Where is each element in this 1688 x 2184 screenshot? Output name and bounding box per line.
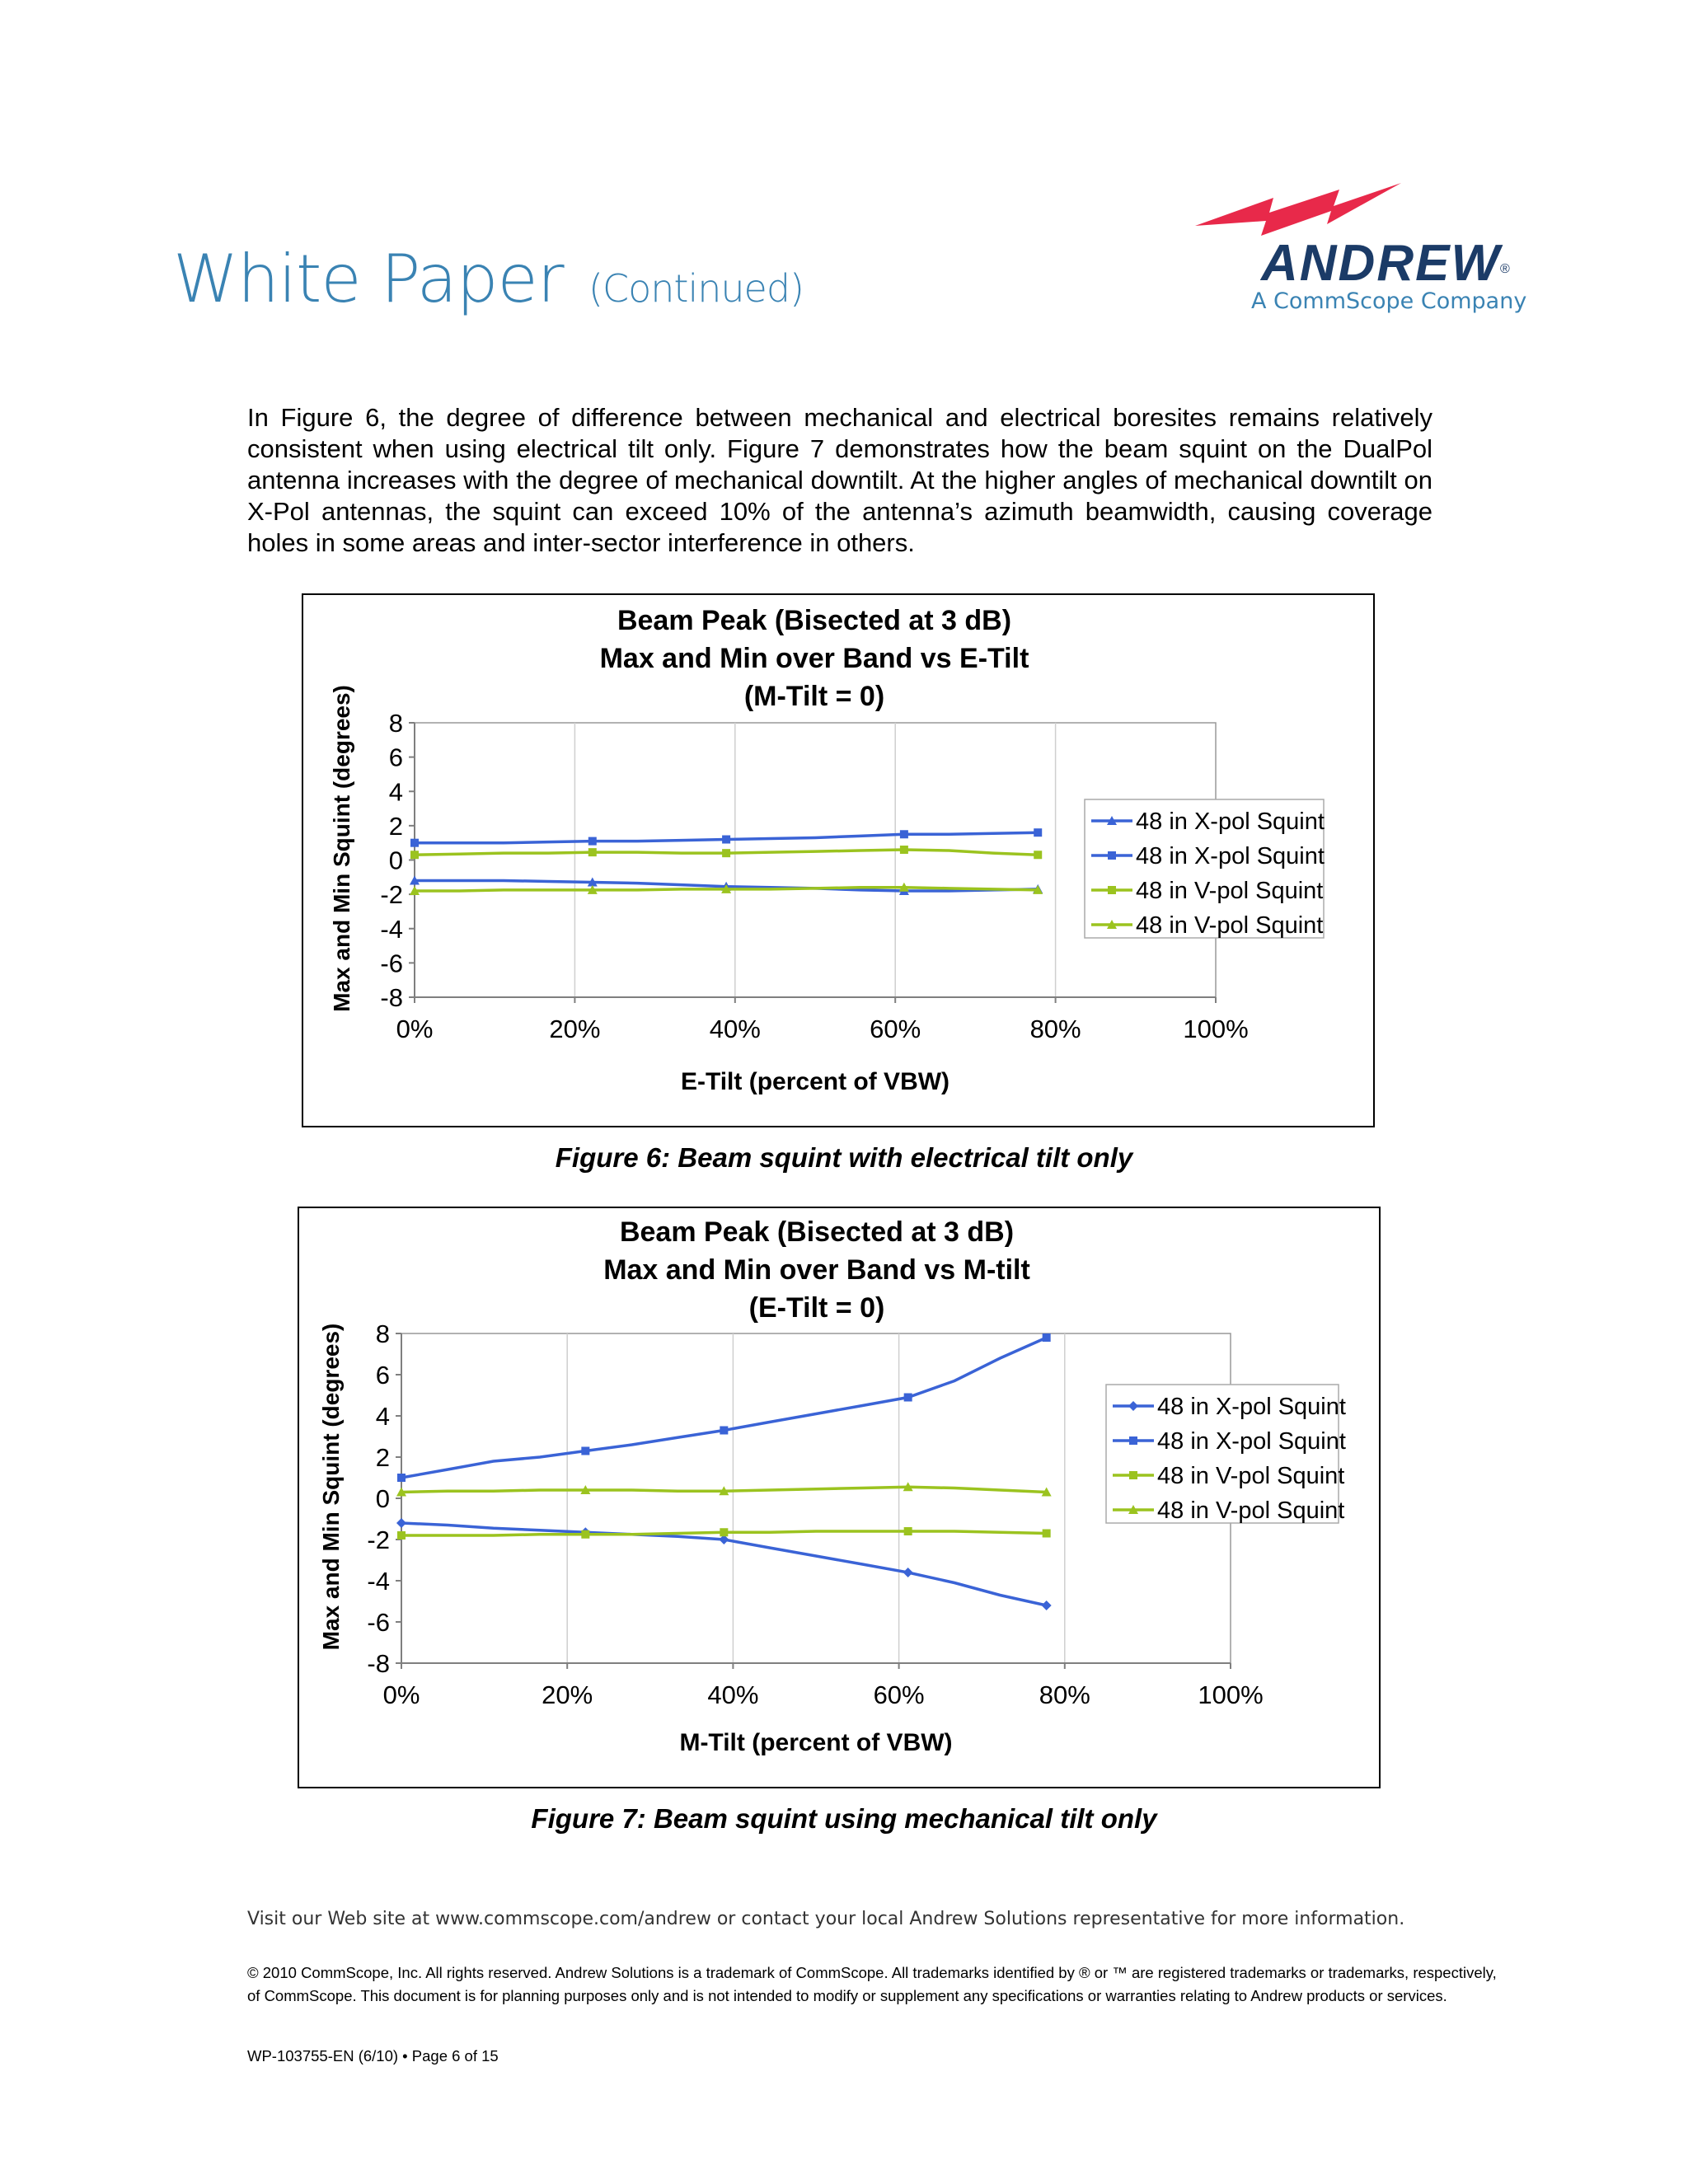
chart1-legend-label: 48 in X-pol Squint [1136,808,1325,835]
chart2-legend-label: 48 in X-pol Squint [1157,1428,1346,1455]
intro-paragraph: In Figure 6, the degree of difference between mechanical and electrical boresites remains relatively consistent when using electrical tilt only. Figure 7 demonstrates how the beam squint on the DualPol antenna increases with the degree of mechanical downtilt. At the higher angles of mechanical downtilt on X-Pol antennas, the squint can exceed 10% of the antenna’s azimuth beamwidth, causing coverage holes in some areas and inter-sector interference in others. [247,403,1432,557]
chart1-y-tick-label: -6 [380,949,403,978]
figure-6-caption: Figure 6: Beam squint with electrical tilt only [555,1142,1133,1173]
chart2-legend-marker [1129,1471,1137,1479]
chart1-y-tick-label: 0 [388,846,403,875]
header-title-main: White Paper [173,241,564,317]
lightning-bolt-icon [1195,183,1401,241]
chart-figure-7-svg [299,1208,1379,1787]
chart2-x-tick-label: 40% [707,1680,759,1709]
chart1-y-tick-label: -4 [380,914,403,944]
footer-document-id: WP-103755-EN (6/10) • Page 6 of 15 [247,2047,499,2064]
chart1-x-tick-label: 20% [549,1015,601,1043]
chart2-legend-label: 48 in V-pol Squint [1157,1463,1345,1489]
logo-registered-mark: ® [1500,262,1510,276]
chart2-y-tick-label: 4 [375,1402,390,1431]
chart2-y-tick-label: -8 [367,1649,390,1678]
chart2-legend [1106,1385,1346,1524]
chart2-data-point [397,1531,406,1540]
chart2-legend-label: 48 in X-pol Squint [1157,1394,1346,1420]
chart2-y-tick-label: 6 [375,1361,390,1390]
chart1-y-tick-label: 4 [388,777,403,807]
figure-7-caption: Figure 7: Beam squint using mechanical tilt only [531,1803,1157,1834]
chart2-legend-label: 48 in V-pol Squint [1157,1497,1345,1524]
chart1-y-tick-label: -8 [380,983,403,1012]
chart1-x-tick-label: 40% [709,1015,761,1043]
header-title [173,241,804,317]
chart2-x-axis-label: M-Tilt (percent of VBW) [679,1729,953,1756]
chart1-data-point [722,836,730,844]
chart-figure-6 [302,593,1375,1127]
chart1-y-tick-label: -2 [380,880,403,910]
chart2-y-axis-label: Max and Min Squint (degrees) [318,1323,344,1651]
chart2-data-point [1043,1530,1051,1538]
chart1-legend [1085,799,1325,939]
chart2-data-point [1043,1333,1051,1342]
logo-tagline: A CommScope Company [1251,288,1527,314]
chart2-y-tick-label: 2 [375,1443,390,1472]
chart2-legend-marker [1129,1436,1137,1445]
chart2-y-tick-label: -2 [367,1526,390,1554]
chart1-data-point [1034,828,1042,837]
chart2-x-tick-label: 80% [1039,1680,1090,1709]
chart1-legend-marker [1108,851,1116,860]
chart1-x-tick-label: 100% [1183,1015,1249,1043]
chart1-y-axis-label: Max and Min Squint (degrees) [329,685,354,1012]
chart1-legend-label: 48 in V-pol Squint [1136,912,1324,939]
header-title-suffix: (Continued) [588,266,804,311]
chart2-title-line: (E-Tilt = 0) [748,1292,885,1324]
chart1-y-tick-label: 6 [388,743,403,772]
chart1-legend-label: 48 in X-pol Squint [1136,843,1325,869]
chart1-x-tick-label: 80% [1029,1015,1081,1043]
chart2-x-tick-label: 20% [542,1680,593,1709]
chart1-data-point [588,837,597,846]
chart2-x-tick-label: 60% [873,1680,925,1709]
chart1-data-point [588,848,597,856]
chart1-title-line: Max and Min over Band vs E-Tilt [599,643,1029,674]
chart1-title-line: (M-Tilt = 0) [743,681,885,712]
chart2-title-line: Beam Peak (Bisected at 3 dB) [619,1216,1015,1248]
chart1-x-tick-label: 60% [870,1015,921,1043]
chart1-x-axis-label: E-Tilt (percent of VBW) [680,1068,950,1095]
chart2-data-point [397,1474,406,1482]
chart1-data-point [722,849,730,857]
footer-visit-text: Visit our Web site at www.commscope.com/andrew or contact your local Andrew Solutions representative for more information. [247,1909,1405,1929]
chart1-y-tick-label: 2 [388,811,403,841]
chart1-data-point [1034,851,1042,859]
chart2-x-tick-label: 0% [382,1680,420,1709]
chart-figure-6-svg [303,595,1373,1126]
chart1-y-tick-label: 8 [388,709,403,738]
chart2-data-point [720,1427,728,1435]
chart1-x-tick-label: 0% [396,1015,434,1043]
chart1-legend-marker [1108,886,1116,894]
chart1-title-line: Beam Peak (Bisected at 3 dB) [617,605,1012,636]
footer-legal-text: © 2010 CommScope, Inc. All rights reserved. Andrew Solutions is a trademark of CommScope. All trademarks identified by ® or ™ are registered trademarks or trademarks, respectively, of CommScope. This document is for planning purposes only and is not intended to modify or supplement any specifications or warranties relating to Andrew products or services. [247,1964,1497,2004]
chart-figure-7 [298,1207,1381,1788]
chart1-data-point [410,839,419,847]
chart2-y-tick-label: -6 [367,1608,390,1637]
chart1-data-point [900,830,908,838]
chart2-y-tick-label: -4 [367,1567,390,1596]
chart1-legend-label: 48 in V-pol Squint [1136,878,1324,904]
chart2-y-tick-label: 8 [375,1319,390,1348]
chart2-data-point [720,1528,728,1536]
chart1-data-point [410,851,419,859]
chart2-x-tick-label: 100% [1198,1680,1264,1709]
chart2-y-tick-label: 0 [375,1484,390,1513]
logo-wordmark: ANDREW [1261,235,1501,292]
chart2-data-point [581,1447,589,1455]
chart2-data-point [904,1394,912,1402]
chart2-data-point [581,1530,589,1539]
chart2-title-line: Max and Min over Band vs M-tilt [603,1254,1030,1286]
andrew-logo [1195,183,1525,323]
chart2-data-point [904,1527,912,1535]
chart1-data-point [900,846,908,854]
